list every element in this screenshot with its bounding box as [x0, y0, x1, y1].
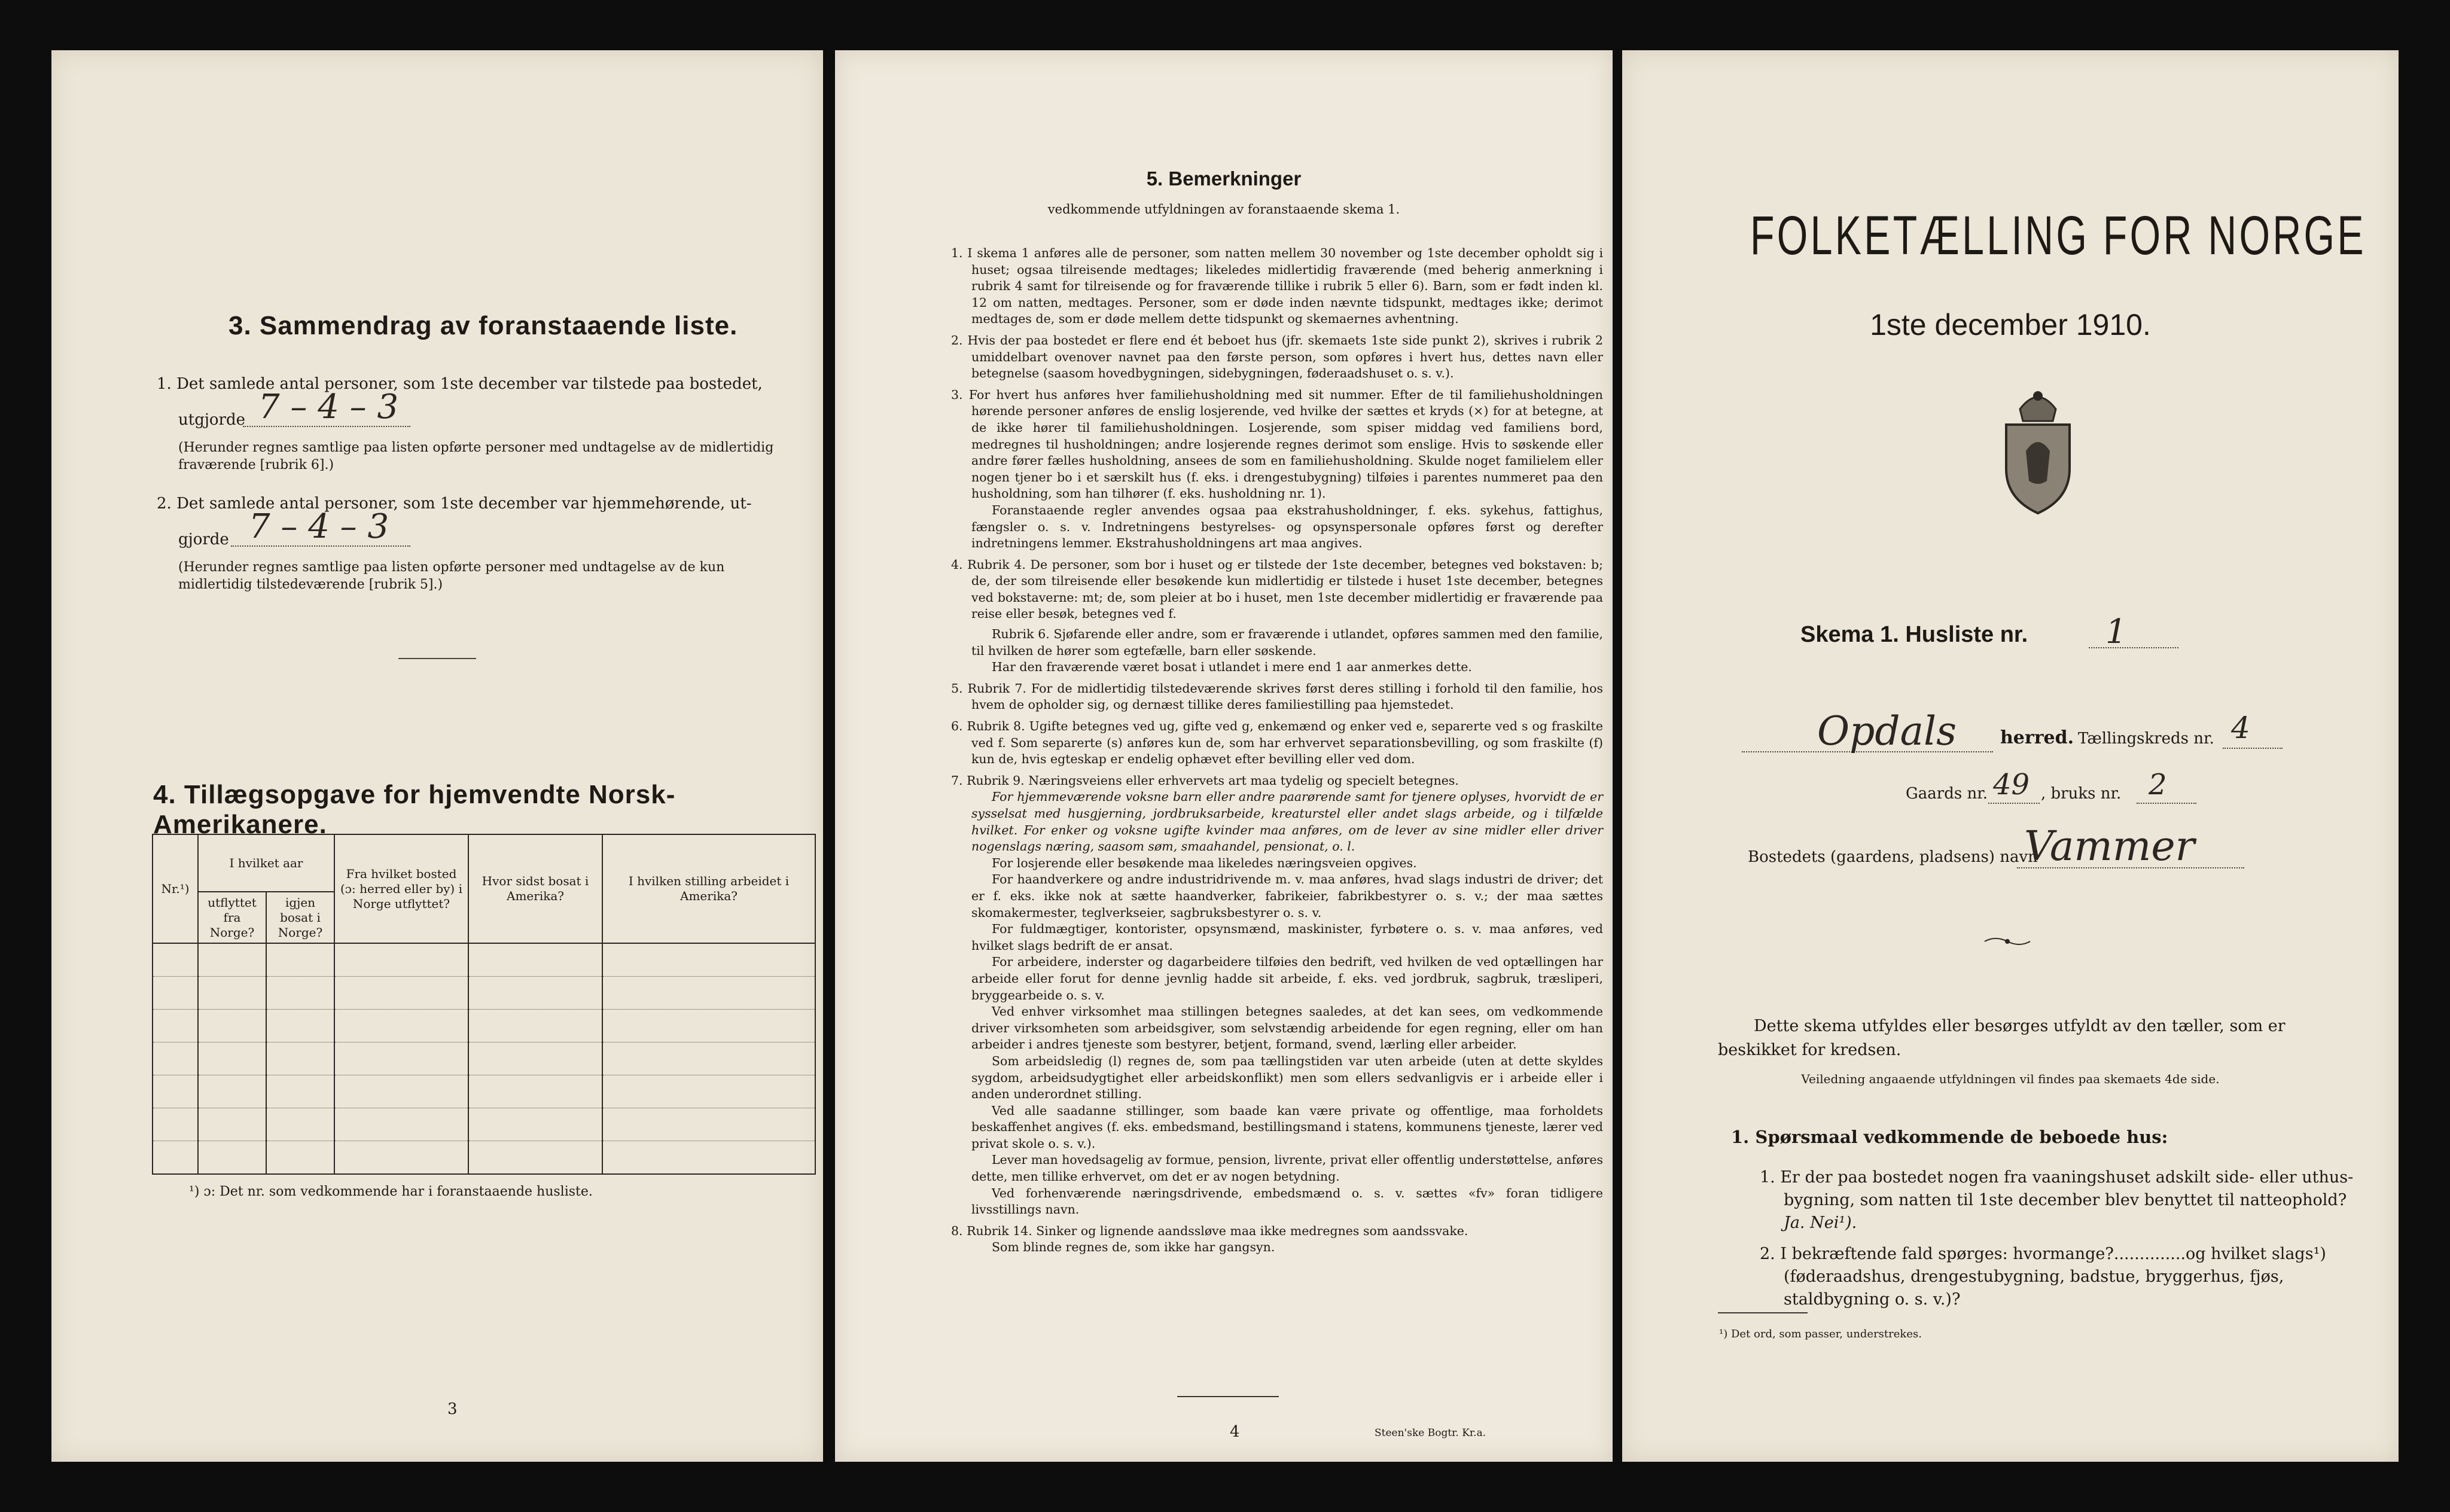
- page-number: 4: [1230, 1423, 1240, 1441]
- printer-mark: Steen'ske Bogtr. Kr.a.: [1375, 1427, 1486, 1439]
- remark-1: 1. I skema 1 anføres alle de personer, som natten mellem 30 november og 1ste december opholdt sig i huset; ogsaa tilreisende medtages; likeledes midlertidig fraværende (med beherig anmerkning i rubrik 4 samt for tilreisende og for fraværende tillike i rubrik 5 eller 6). Barn, som er født inden kl. 12 om natten, medtages. Personer, som er døde inden nævnte tidspunkt, medtages ikke; derimot medtages de, som er døde mellem dette tidspunkt og skemaernes avhentning.: [951, 246, 1603, 327]
- remark-7j: Lever man hovedsagelig av formue, pension, livrente, privat eller offentlig understøttelse, anføres dette, men tillike erhvervet, om det er av nogen betydning.: [971, 1153, 1603, 1184]
- remark-7b: For hjemmeværende voksne barn eller andre paarørende samt for tjenere oplyses, hvorvidt de er sysselsat med husgjerning, jordbruksarbeide, kreaturstel eller andet slags arbeide, og i tilfælde hvilket. For enker og voksne ugifte kvinder maa anføres, om de lever av sine midler eller driver nogenslags næring, saasom søm, smaahandel, pensionat, o. l.: [971, 789, 1603, 854]
- footnote: ¹) Det ord, som passer, understrekes.: [1719, 1328, 1922, 1340]
- gaards-line: [1988, 803, 2040, 804]
- col-stilling: I hvilken stilling arbeidet i Amerika?: [602, 834, 815, 943]
- husliste-nr-handwritten: 1: [2105, 612, 2127, 651]
- bruks-line: [2137, 803, 2196, 804]
- item1-handwritten-count: 7 – 4 – 3: [258, 388, 399, 426]
- remark-6: 6. Rubrik 8. Ugifte betegnes ved ug, gifte ved g, enkemænd og enker ved e, separerte ved s og fraskilte ved f. Som separerte (s) anføres kun de, som har erhvervet separationsbevilling, og som fraskilte (f) kun de, hvis egteskap er endelig ophævet efter bevilling eller ved dom.: [951, 719, 1603, 767]
- remark-2: 2. Hvis der paa bostedet er flere end ét beboet hus (jfr. skemaets 1ste side punkt 2), skrives i rubrik 2 umiddelbart ovenover navnet paa den første person, som opføres i hvert hus, dettes navn eller betegnelse (saasom hovedbygningen, sidebygningen, føderaadshuset o. s. v.).: [951, 333, 1603, 381]
- table-row: [153, 1108, 815, 1141]
- table-row: [153, 943, 815, 977]
- remark-4c: Har den fraværende været bosat i utlandet i mere end 1 aar anmerkes dette.: [992, 660, 1472, 675]
- bosted-label: Bostedets (gaardens, pladsens) navn: [1748, 848, 2038, 866]
- remark-4: 4. Rubrik 4. De personer, som bor i huset og er tilstede der 1ste december, betegnes ved bokstaven: b; de, der som tilreisende eller besøkende kun midlertidig er tilstede i huset 1ste december, betegnes ved bokstaverne: mt; de, som pleier at bo i huset, men 1ste december midlertidig er fraværende paa reise eller besøk, betegnes ved f.: [951, 557, 1603, 621]
- remark-7c: For losjerende eller besøkende maa likeledes næringsveien opgives.: [992, 855, 1417, 870]
- skema-label: Skema 1. Husliste nr.: [1800, 622, 2028, 647]
- remarks-subtitle: vedkommende utfyldningen av foranstaaende skema 1.: [1047, 202, 1400, 217]
- question-1-1-text: 1. Er der paa bostedet nogen fra vaaningshuset adskilt side- eller uthus-bygning, som natten til 1ste december blev benyttet til natteophold?: [1760, 1168, 2354, 1209]
- cover-page: [1622, 50, 2399, 1462]
- intro-text: Dette skema utfyldes eller besørges utfyldt av den tæller, som er beskikket for kredsen.: [1718, 1017, 2286, 1059]
- main-title: FOLKETÆLLING FOR NORGE: [1750, 205, 2366, 266]
- item2-text: 2. Det samlede antal personer, som 1ste december var hjemmehørende, ut-: [157, 495, 752, 513]
- divider: [1718, 1312, 1808, 1313]
- table-row: [153, 977, 815, 1010]
- remark-5: 5. Rubrik 7. For de midlertidig tilstedeværende skrives først deres stilling i forhold til den familie, hos hvem de opholder sig, og dernæst tillike deres familiestilling paa hjemstedet.: [951, 681, 1603, 712]
- divider: [398, 658, 476, 659]
- divider: [1177, 1396, 1279, 1397]
- remark-4b: Rubrik 6. Sjøfarende eller andre, som er fraværende i utlandet, opføres sammen med den familie, til hvilken de hører som egtefælle, barn eller søskende.: [971, 627, 1603, 658]
- question-1-2: 2. I bekræftende fald spørges: hvormange?..............og hvilket slags¹) (føderaadshus, drengestubygning, badstue, bryggerhus, fjøs, staldbygning o. s. v.)?: [1760, 1245, 2326, 1309]
- item2-note: (Herunder regnes samtlige paa listen opførte personer med undtagelse av de kun midlertidig tilstedeværende [rubrik 5].): [178, 560, 725, 592]
- bruks-handwritten: 2: [2149, 768, 2167, 801]
- col-igjen-bosat: igjen bosat i Norge?: [266, 892, 334, 943]
- remark-3b: Foranstaaende regler anvendes ogsaa paa ekstrahusholdninger, f. eks. sykehus, fattighus, fængsler o. s. v. Indretningens bestyrelses- og opsynspersonale opføres først og derefter indretningens lemmer. Ekstrahusholdningens art maa angives.: [971, 502, 1603, 551]
- remark-7h: Som arbeidsledig (l) regnes de, som paa tællingstiden var uten arbeide (uten at dette skyldes sygdom, arbeidsudygtighet eller arbeidskonflikt) men som ellers sedvanligvis er i arbeide eller i anden underordnet stilling.: [971, 1053, 1603, 1102]
- husliste-line: [2089, 647, 2178, 648]
- remark-3: 3. For hvert hus anføres hver familiehusholdning med sit nummer. Efter de til familiehusholdningen hørende personer anføres de enslig losjerende, ved hvilke der sættes et kryds (×) for at betegne, at de ikke hører til familiehusholdningen. Losjerende, som spiser middag ved familiens bord, medregnes til husholdningen; andre losjerende regnes derimot som enslige. Hvis to søskende eller andre fører fælles husholdning, ansees de som en familiehusholdning. Skulde noget familielem eller nogen tjener bo i et særskilt hus (f. eks. i drengestubygning) tilføies i parentes nummeret paa den husholdning, som han tilhører (f. eks. husholdning nr. 1).: [951, 387, 1603, 501]
- remark-7e: For fuldmægtiger, kontorister, opsynsmænd, maskinister, fyrbøtere o. s. v. maa anføres, ved hvilket slags bedrift de er ansat.: [971, 922, 1603, 953]
- col-hvor-sidst: Hvor sidst bosat i Amerika?: [468, 834, 602, 943]
- remark-7i: Ved alle saadanne stillinger, som baade kan være private og offentlige, maa forholdets beskaffenhet angives (f. eks. embedsmand, bestillingsmand i statens, kommunens tjeneste, lærer ved privat skole o. s. v.).: [971, 1103, 1603, 1151]
- veiledning-text: Veiledning angaaende utfyldningen vil findes paa skemaets 4de side.: [1801, 1072, 2220, 1086]
- table-row: [153, 1141, 815, 1175]
- col-nr: Nr.¹): [153, 834, 198, 943]
- question-1-1: [1760, 1166, 2370, 1234]
- item2-gjorde: gjorde: [178, 531, 229, 548]
- remark-7d: For haandverkere og andre industridrivende m. v. maa anføres, hvad slags industri de driver; det er f. eks. ikke nok at sætte haandverker, fabrikeier, fabrikbestyrer o. s. v.; der maa sættes skomakermester, teglverkseier, sagbruksbestyrer o. s. v.: [971, 872, 1603, 920]
- census-date: 1ste december 1910.: [1870, 308, 2151, 342]
- item2-handwritten-count: 7 – 4 – 3: [249, 507, 389, 546]
- page-number: 3: [447, 1400, 458, 1418]
- col-hvilket-aar: I hvilket aar: [198, 834, 334, 892]
- gaards-label: Gaards nr.: [1906, 785, 1988, 803]
- page-3: [51, 50, 823, 1462]
- question-1-title: 1. Spørsmaal vedkommende de beboede hus:: [1731, 1127, 2168, 1147]
- col-utflyttet: utflyttet fra Norge?: [198, 892, 266, 943]
- section-3-title: 3. Sammendrag av foranstaaende liste.: [228, 311, 738, 340]
- remark-7f: For arbeidere, inderster og dagarbeidere tilføies den bedrift, ved hvilken de ved optællingen har arbeide eller forut for denne jevnlig hadde sit arbeide, f. eks. ved jordbruk, sagbruk, træsliperi, bryggearbeide o. s. v.: [971, 955, 1603, 1002]
- page-4: [835, 50, 1613, 1462]
- item1-utgjorde: utgjorde: [178, 411, 246, 429]
- remarks-list: [951, 245, 1603, 1256]
- item1-text: 1. Det samlede antal personer, som 1ste december var tilstede paa bostedet,: [157, 375, 763, 393]
- table-row: [153, 1042, 815, 1075]
- herred-handwritten: Opdals: [1817, 708, 1957, 754]
- remark-7g: Ved enhver virksomhet maa stillingen betegnes saaledes, at det kan sees, om vedkommende driver virksomheten som arbeidsgiver, som selvstændig arbeidende for egen regning, eller om han arbeider i andres tjeneste som bestyrer, betjent, formand, svend, lærling eller arbeider.: [971, 1004, 1603, 1052]
- norsk-amerikanere-table: [152, 834, 816, 1175]
- ornament-icon: [1983, 934, 2031, 949]
- table-row: [153, 1010, 815, 1042]
- bosted-handwritten: Vammer: [2024, 823, 2195, 870]
- question-1-1-answer: Ja. Nei¹).: [1784, 1214, 1857, 1232]
- item1-note: (Herunder regnes samtlige paa listen opførte personer med undtagelse av de midlertidig fraværende [rubrik 6].): [178, 440, 774, 472]
- section-4-title: 4. Tillægsopgave for hjemvendte Norsk-Amerikanere.: [153, 780, 676, 839]
- table-row: [153, 1075, 815, 1108]
- kreds-line: [2223, 748, 2283, 749]
- coat-of-arms-icon: [1993, 385, 2083, 517]
- bruks-label: , bruks nr.: [2041, 785, 2122, 803]
- kreds-label: Tællingskreds nr.: [2078, 730, 2214, 748]
- table-footnote: ¹) ɔ: Det nr. som vedkommende har i foranstaaende husliste.: [189, 1184, 593, 1199]
- col-fra-hvilket-bosted: Fra hvilket bosted (ɔ: herred eller by) i Norge utflyttet?: [334, 834, 468, 943]
- gaards-handwritten: 49: [1993, 768, 2030, 801]
- remark-7k: Ved forhenværende næringsdrivende, embedsmænd o. s. v. sættes «fv» foran tidligere livsstillings navn.: [971, 1185, 1603, 1217]
- remark-7: 7. Rubrik 9. Næringsveiens eller erhvervets art maa tydelig og specielt betegnes.: [951, 773, 1459, 788]
- remarks-title: 5. Bemerkninger: [1146, 167, 1302, 190]
- remark-8: 8. Rubrik 14. Sinker og lignende aandssløve maa ikke medregnes som aandssvake.: [951, 1223, 1468, 1238]
- remark-8b: Som blinde regnes de, som ikke har gangsyn.: [992, 1240, 1275, 1255]
- kreds-handwritten: 4: [2231, 711, 2250, 745]
- herred-label: herred.: [2000, 727, 2074, 748]
